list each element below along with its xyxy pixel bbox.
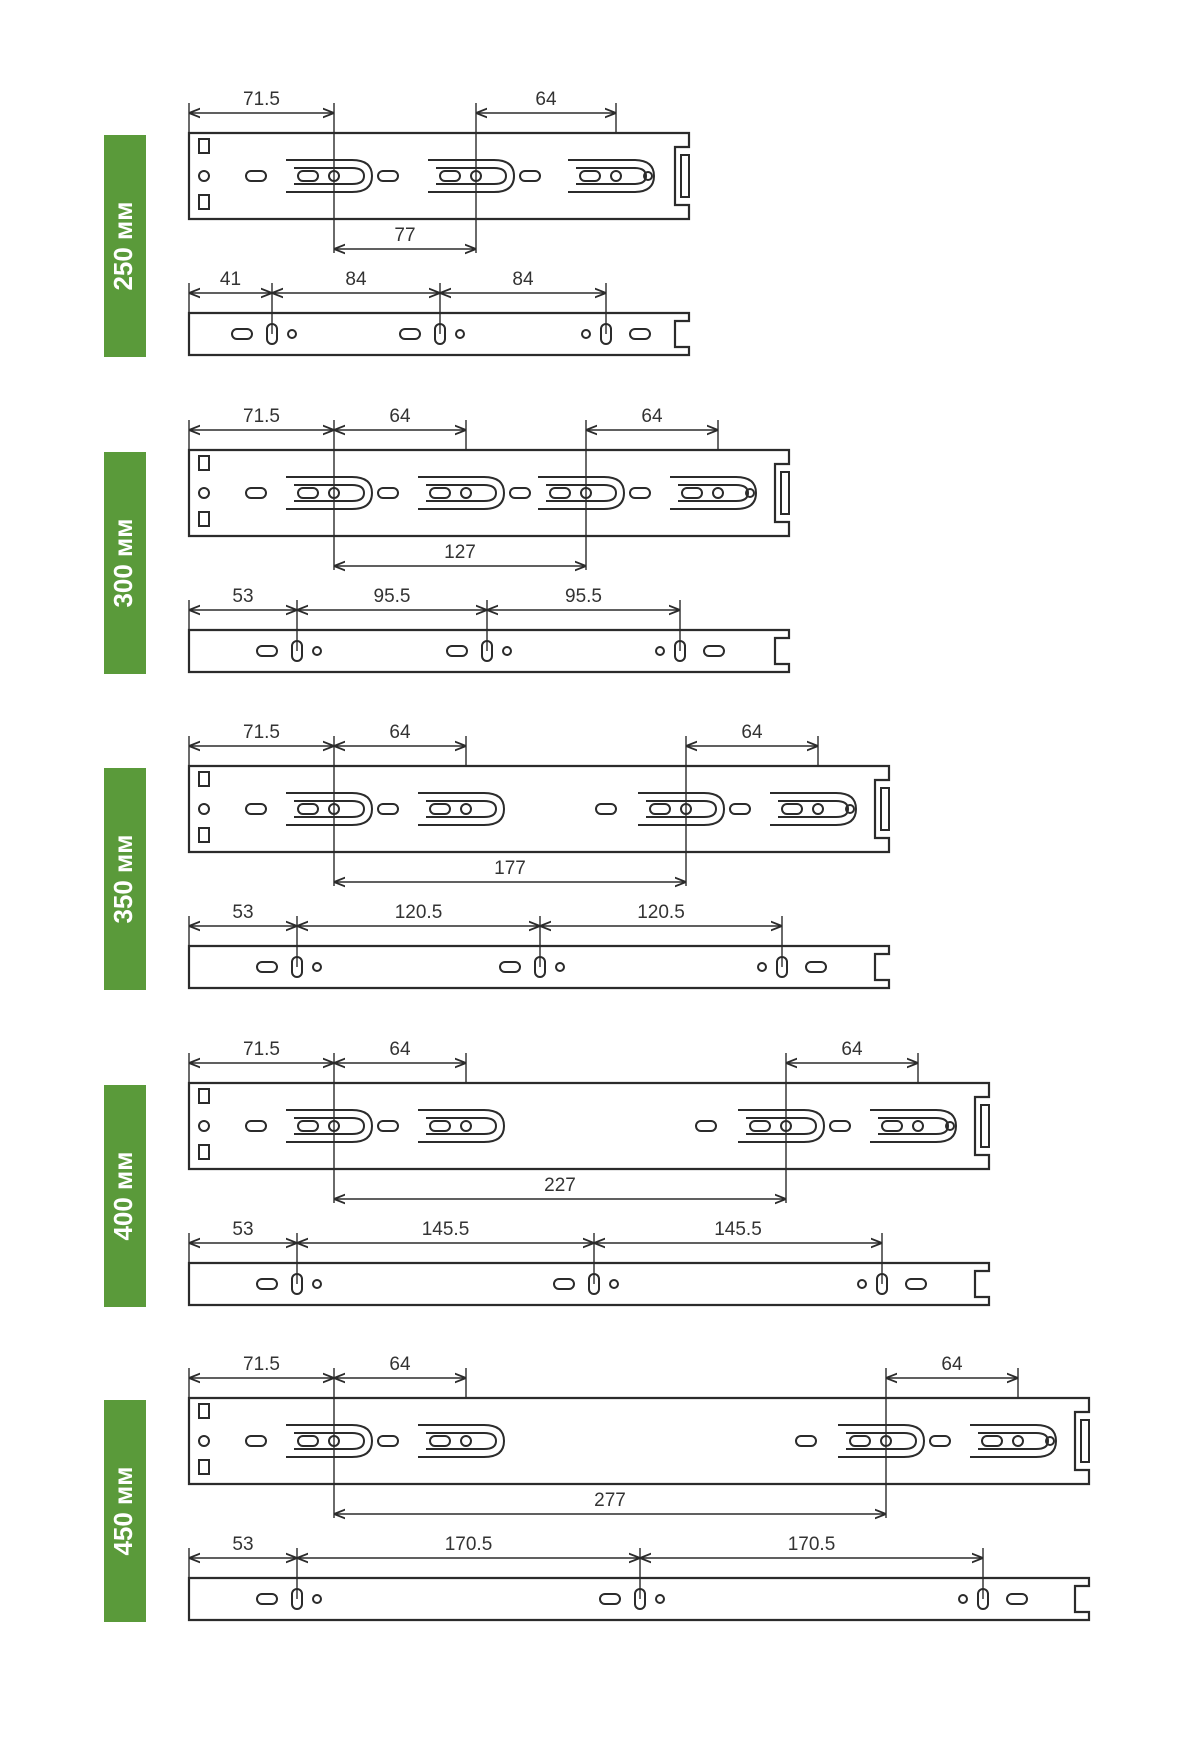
top-rail bbox=[189, 1039, 989, 1203]
bottom-rail bbox=[189, 1534, 1089, 1620]
bottom-rail bbox=[189, 586, 789, 672]
top-rail bbox=[189, 1354, 1089, 1518]
dim-label: 84 bbox=[345, 269, 367, 290]
dim-label: 71.5 bbox=[243, 1039, 280, 1060]
dim-label: 77 bbox=[394, 225, 416, 246]
bottom-rail bbox=[189, 902, 889, 988]
bottom-rail bbox=[189, 1219, 989, 1305]
dim-label: 53 bbox=[232, 902, 254, 923]
size-section bbox=[104, 1354, 1089, 1622]
rail-end-notch bbox=[781, 472, 789, 514]
dim-label: 120.5 bbox=[394, 902, 443, 923]
top-rail-outline bbox=[189, 766, 889, 852]
bottom-rail bbox=[189, 269, 689, 355]
dim-label: 120.5 bbox=[637, 902, 685, 923]
size-label: 350 мм bbox=[107, 834, 138, 924]
size-label: 300 мм bbox=[107, 518, 138, 608]
dim-label: 170.5 bbox=[444, 1534, 493, 1555]
dim-label: 53 bbox=[232, 1534, 254, 1555]
dim-label: 127 bbox=[444, 542, 476, 563]
dim-label: 53 bbox=[232, 586, 254, 607]
dim-label: 145.5 bbox=[714, 1219, 762, 1240]
top-rail-outline bbox=[189, 1083, 989, 1169]
size-section bbox=[104, 1039, 989, 1307]
dim-label: 84 bbox=[512, 269, 534, 290]
top-rail bbox=[189, 406, 789, 570]
rail-end-notch bbox=[881, 788, 889, 830]
dim-label: 277 bbox=[594, 1490, 626, 1511]
bottom-rail-outline bbox=[189, 630, 789, 672]
rail-end-notch bbox=[1081, 1420, 1089, 1462]
dim-label: 41 bbox=[219, 269, 242, 290]
dim-label: 64 bbox=[941, 1354, 963, 1375]
dim-label: 64 bbox=[741, 722, 763, 743]
size-section bbox=[104, 722, 889, 990]
size-section bbox=[104, 406, 789, 674]
dim-label: 71.5 bbox=[243, 1354, 280, 1375]
dim-label: 95.5 bbox=[373, 586, 411, 607]
dim-label: 71.5 bbox=[243, 722, 280, 743]
dim-label: 64 bbox=[389, 722, 411, 743]
bottom-rail-outline bbox=[189, 313, 689, 355]
top-rail-outline bbox=[189, 450, 789, 536]
size-section bbox=[104, 89, 689, 357]
top-rail bbox=[189, 722, 889, 886]
top-rail bbox=[189, 89, 689, 253]
dim-label: 95.5 bbox=[565, 586, 602, 607]
dim-label: 64 bbox=[841, 1039, 863, 1060]
size-label: 250 мм bbox=[107, 201, 138, 291]
dim-label: 227 bbox=[544, 1175, 576, 1196]
dim-label: 64 bbox=[641, 406, 663, 427]
dim-label: 177 bbox=[494, 858, 526, 879]
dim-label: 170.5 bbox=[787, 1534, 836, 1555]
rail-end-notch bbox=[981, 1105, 989, 1147]
bottom-rail-outline bbox=[189, 946, 889, 988]
bottom-rail-outline bbox=[189, 1578, 1089, 1620]
dim-label: 64 bbox=[535, 89, 557, 110]
dim-label: 71.5 bbox=[243, 89, 280, 110]
dim-label: 64 bbox=[389, 406, 411, 427]
dim-label: 53 bbox=[232, 1219, 254, 1240]
rail-end-notch bbox=[681, 155, 689, 197]
size-label: 450 мм bbox=[107, 1466, 138, 1556]
dim-label: 64 bbox=[389, 1354, 411, 1375]
dim-label: 64 bbox=[389, 1039, 411, 1060]
size-label: 400 мм bbox=[107, 1151, 138, 1241]
dim-label: 71.5 bbox=[243, 406, 280, 427]
top-rail-outline bbox=[189, 1398, 1089, 1484]
dim-label: 145.5 bbox=[421, 1219, 470, 1240]
